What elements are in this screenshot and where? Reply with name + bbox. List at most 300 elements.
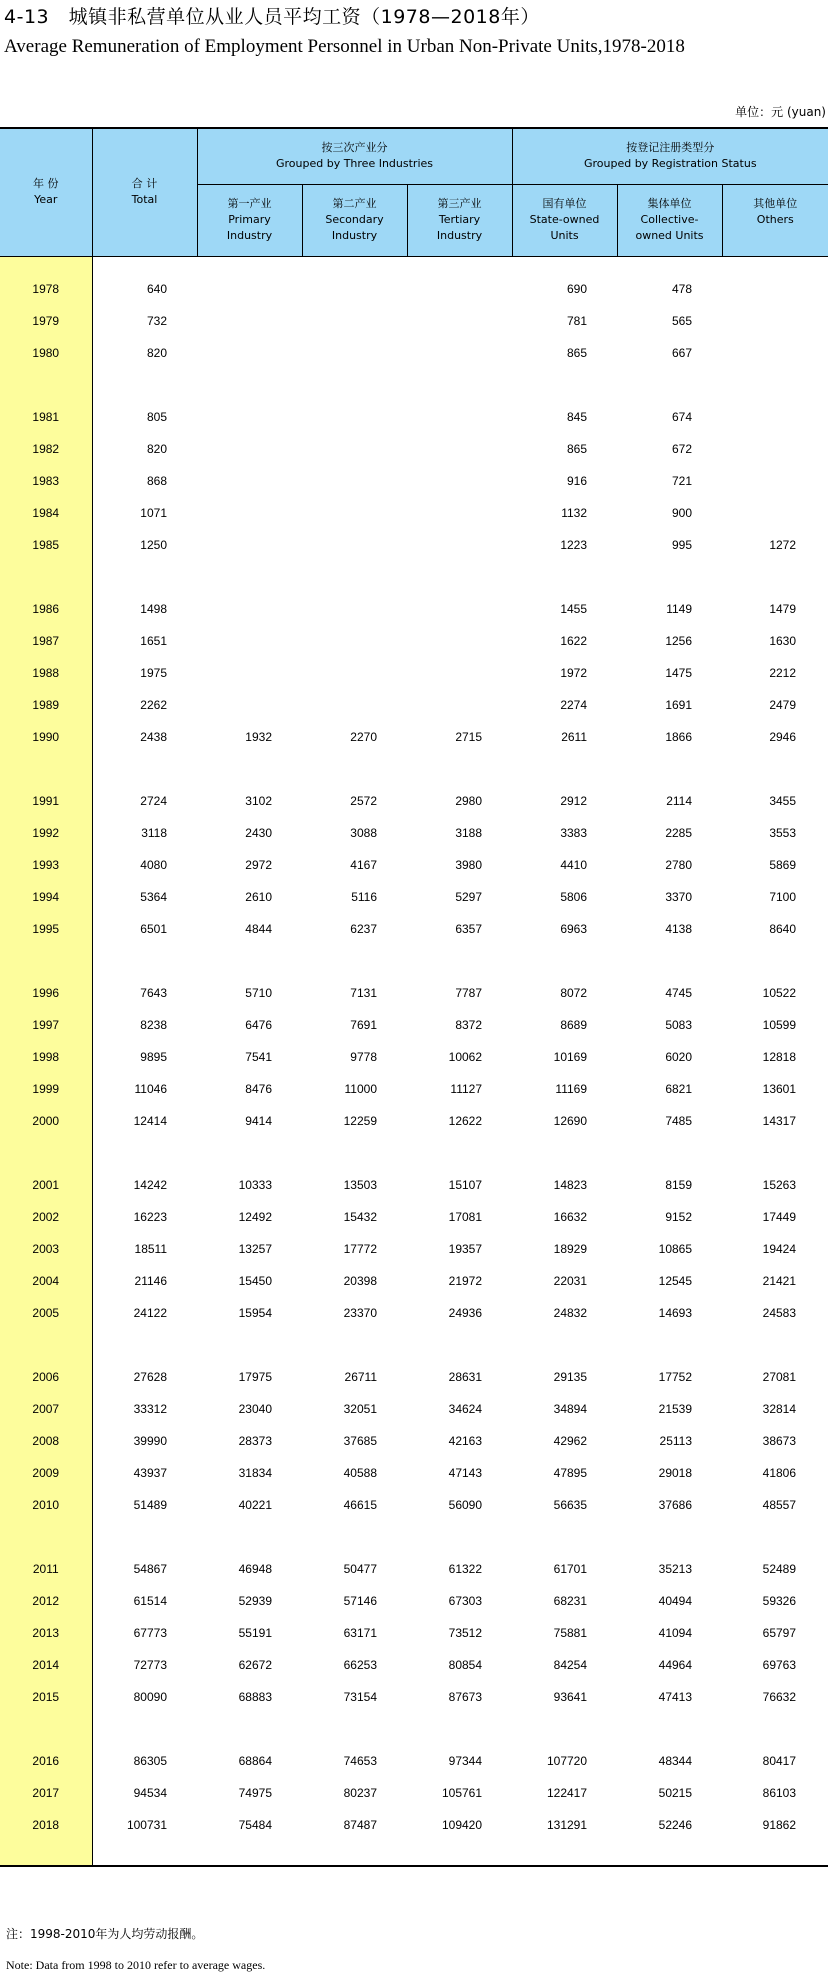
total-cell: 61514: [133, 1593, 167, 1608]
secondary-cell: 2270: [350, 729, 377, 744]
others-cell: [722, 337, 828, 369]
collective-cell: 667: [671, 345, 693, 360]
primary-cell: 2972: [245, 857, 272, 872]
secondary-cell: [302, 305, 407, 337]
others-cell: 10599: [762, 1017, 797, 1032]
state-owned-cell: 47895: [553, 1465, 588, 1480]
state-owned-cell: 1455: [560, 601, 588, 616]
collective-cell: 674: [671, 409, 693, 424]
tertiary-cell: [407, 337, 512, 369]
year-cell: 1986: [0, 593, 92, 625]
secondary-cell: 87487: [343, 1817, 377, 1832]
primary-cell: 17975: [238, 1369, 272, 1384]
table-row: [0, 1425, 828, 1457]
state-header-en1: State-owned: [529, 213, 600, 226]
secondary-cell: 2572: [350, 793, 377, 808]
primary-cell: [197, 337, 302, 369]
spacer-row: [0, 753, 828, 785]
tertiary-cell: [407, 401, 512, 433]
spacer-cell: [407, 945, 512, 977]
secondary-header-cn: 第二产业: [332, 197, 377, 210]
state-owned-cell: 5806: [560, 889, 588, 904]
tertiary-cell: 2715: [455, 729, 483, 744]
state-owned-column-header: [512, 184, 617, 256]
collective-cell: 995: [671, 537, 693, 552]
collective-cell: 1149: [666, 601, 693, 616]
collective-cell: 3370: [665, 889, 693, 904]
total-header-cn: 合 计: [131, 177, 158, 191]
tertiary-cell: 24936: [448, 1305, 483, 1320]
state-owned-cell: 781: [566, 313, 588, 328]
others-cell: [722, 305, 828, 337]
others-cell: 2212: [769, 665, 797, 680]
secondary-cell: [302, 465, 407, 497]
state-owned-cell: 68231: [553, 1593, 588, 1608]
table-row: [0, 657, 828, 689]
tertiary-cell: 73512: [448, 1625, 483, 1640]
secondary-cell: 3088: [350, 825, 377, 840]
tertiary-cell: [407, 433, 512, 465]
collective-cell: 9152: [665, 1209, 693, 1224]
collective-cell: 14693: [658, 1305, 693, 1320]
collective-cell: 4745: [665, 985, 693, 1000]
total-cell: 86305: [133, 1753, 167, 1768]
secondary-cell: 50477: [343, 1561, 377, 1576]
spacer-cell: [617, 1329, 722, 1361]
primary-cell: 23040: [238, 1401, 272, 1416]
collective-cell: 565: [671, 313, 693, 328]
table-row: [0, 1169, 828, 1201]
year-cell: 2010: [0, 1489, 92, 1521]
total-cell: 6501: [140, 921, 167, 936]
spacer-cell: [722, 1329, 828, 1361]
spacer-cell: [512, 369, 617, 401]
total-cell: 16223: [133, 1209, 167, 1224]
total-cell: 51489: [133, 1497, 167, 1512]
others-cell: 59326: [762, 1593, 797, 1608]
spacer-cell: [617, 369, 722, 401]
spacer-cell: [512, 1521, 617, 1553]
table-row: [0, 273, 828, 305]
primary-cell: 2610: [245, 889, 272, 904]
spacer-cell: [617, 256, 722, 273]
year-cell: 1998: [0, 1041, 92, 1073]
table-body: [0, 256, 828, 1866]
tertiary-cell: [407, 273, 512, 305]
secondary-header-en2: Industry: [331, 229, 378, 242]
year-cell: 2009: [0, 1457, 92, 1489]
total-cell: 2262: [140, 697, 167, 712]
secondary-cell: [302, 593, 407, 625]
tertiary-column-header: [407, 184, 512, 256]
state-owned-cell: 16632: [553, 1209, 588, 1224]
state-owned-cell: 12690: [553, 1113, 588, 1128]
collective-cell: 47413: [658, 1689, 693, 1704]
spacer-cell: [197, 945, 302, 977]
primary-cell: 74975: [238, 1785, 272, 1800]
spacer-cell: [92, 945, 197, 977]
collective-cell: 50215: [658, 1785, 693, 1800]
table-row: [0, 817, 828, 849]
total-cell: 54867: [133, 1561, 167, 1576]
year-cell: 1983: [0, 465, 92, 497]
year-cell: 2004: [0, 1265, 92, 1297]
tertiary-cell: 11127: [450, 1081, 483, 1096]
spacer-cell: [302, 945, 407, 977]
state-owned-cell: 29135: [553, 1369, 588, 1384]
total-cell: 21146: [134, 1273, 167, 1288]
spacer-cell: [722, 945, 828, 977]
total-cell: 1651: [140, 633, 167, 648]
collective-cell: 7485: [665, 1113, 693, 1128]
table-row: [0, 1009, 828, 1041]
tertiary-cell: [407, 305, 512, 337]
primary-cell: 52939: [238, 1593, 272, 1608]
footnote-en: Note: Data from 1998 to 2010 refer to average wages.: [6, 1958, 266, 1972]
others-cell: 17449: [762, 1209, 797, 1224]
table-row: [0, 721, 828, 753]
year-cell: 1982: [0, 433, 92, 465]
secondary-header-en1: Secondary: [325, 213, 384, 226]
year-cell: 2014: [0, 1649, 92, 1681]
table-row: [0, 1105, 828, 1137]
primary-cell: 75484: [238, 1817, 272, 1832]
collective-cell: 41094: [658, 1625, 693, 1640]
spacer-cell: [407, 1521, 512, 1553]
spacer-row: [0, 945, 828, 977]
tertiary-cell: 21972: [448, 1273, 483, 1288]
primary-header-cn: 第一产业: [227, 197, 272, 210]
spacer-cell: [197, 369, 302, 401]
year-cell: 2015: [0, 1681, 92, 1713]
primary-cell: 62672: [238, 1657, 272, 1672]
spacer-cell: [197, 1329, 302, 1361]
year-cell: 1978: [0, 273, 92, 305]
others-cell: 41806: [762, 1465, 797, 1480]
primary-cell: [197, 657, 302, 689]
table-row: [0, 625, 828, 657]
total-cell: 24122: [133, 1305, 167, 1320]
spacer-cell: [512, 1713, 617, 1745]
table-row: [0, 497, 828, 529]
table-row: [0, 913, 828, 945]
others-cell: [722, 465, 828, 497]
spacer-year-cell: [0, 1137, 92, 1169]
primary-cell: [197, 497, 302, 529]
others-cell: 1272: [769, 537, 797, 552]
others-cell: [722, 433, 828, 465]
year-cell: 1990: [0, 721, 92, 753]
spacer-cell: [407, 1329, 512, 1361]
state-owned-cell: 22031: [553, 1273, 588, 1288]
spacer-year-cell: [0, 945, 92, 977]
secondary-cell: [302, 337, 407, 369]
page-title-cn: 4-13 城镇非私营单位从业人员平均工资（1978—2018年）: [4, 6, 540, 28]
primary-cell: [197, 593, 302, 625]
secondary-cell: 73154: [343, 1689, 377, 1704]
spacer-cell: [512, 561, 617, 593]
collective-cell: 8159: [665, 1177, 693, 1192]
tertiary-cell: 47143: [448, 1465, 483, 1480]
registration-header-en: Grouped by Registration Status: [583, 157, 757, 171]
page-title-en: Average Remuneration of Employment Personnel in Urban Non-Private Units,1978-2018: [4, 36, 685, 57]
spacer-cell: [617, 1521, 722, 1553]
total-cell: 14242: [133, 1177, 167, 1192]
year-cell: 2007: [0, 1393, 92, 1425]
secondary-cell: 57146: [343, 1593, 377, 1608]
tertiary-cell: 109420: [441, 1817, 483, 1832]
total-cell: 5364: [140, 889, 167, 904]
collective-cell: 672: [671, 441, 693, 456]
others-column-header: [722, 184, 828, 256]
table-row: [0, 1393, 828, 1425]
others-cell: 32814: [762, 1401, 797, 1416]
collective-cell: 5083: [665, 1017, 693, 1032]
year-cell: 1984: [0, 497, 92, 529]
total-cell: 732: [146, 313, 167, 328]
total-cell: 640: [146, 281, 167, 296]
state-header-en2: Units: [550, 229, 579, 242]
state-owned-cell: 18929: [553, 1241, 588, 1256]
tertiary-cell: 56090: [448, 1497, 483, 1512]
unit-label: 单位：元 (yuan): [735, 105, 826, 119]
spacer-cell: [617, 1137, 722, 1169]
spacer-cell: [407, 1841, 512, 1866]
year-cell: 2016: [0, 1745, 92, 1777]
tertiary-cell: 28631: [448, 1369, 483, 1384]
table-row: [0, 1649, 828, 1681]
primary-cell: 55191: [238, 1625, 272, 1640]
collective-cell: 37686: [658, 1497, 693, 1512]
secondary-cell: 40588: [343, 1465, 377, 1480]
table-row: [0, 1041, 828, 1073]
spacer-cell: [722, 1841, 828, 1866]
table-row: [0, 1265, 828, 1297]
table-row: [0, 1233, 828, 1265]
tertiary-cell: 19357: [448, 1241, 483, 1256]
table-row: [0, 1809, 828, 1841]
spacer-cell: [722, 753, 828, 785]
tertiary-cell: 15107: [448, 1177, 483, 1192]
spacer-cell: [302, 753, 407, 785]
spacer-cell: [617, 1713, 722, 1745]
spacer-cell: [407, 1137, 512, 1169]
others-cell: 1630: [769, 633, 797, 648]
state-owned-cell: 845: [566, 409, 588, 424]
collective-header-en1: Collective-: [640, 213, 699, 226]
industries-header-en: Grouped by Three Industries: [275, 157, 434, 171]
collective-cell: 29018: [658, 1465, 693, 1480]
spacer-year-cell: [0, 1713, 92, 1745]
primary-cell: [197, 433, 302, 465]
total-cell: 9895: [140, 1049, 167, 1064]
spacer-cell: [722, 1137, 828, 1169]
total-cell: 27628: [133, 1369, 167, 1384]
total-cell: 868: [146, 473, 167, 488]
spacer-row: [0, 1329, 828, 1361]
tertiary-cell: 34624: [448, 1401, 483, 1416]
year-cell: 1993: [0, 849, 92, 881]
state-owned-cell: 24832: [553, 1305, 588, 1320]
secondary-cell: 32051: [343, 1401, 377, 1416]
others-cell: 7100: [769, 889, 797, 904]
spacer-cell: [407, 256, 512, 273]
state-owned-cell: 10169: [553, 1049, 588, 1064]
year-cell: 1988: [0, 657, 92, 689]
state-owned-cell: 14823: [553, 1177, 588, 1192]
total-cell: 67773: [133, 1625, 167, 1640]
collective-cell: 1256: [665, 633, 693, 648]
tertiary-cell: [407, 625, 512, 657]
year-cell: 1996: [0, 977, 92, 1009]
total-cell: 805: [146, 409, 167, 424]
year-cell: 2002: [0, 1201, 92, 1233]
year-cell: 2013: [0, 1617, 92, 1649]
primary-cell: 40221: [238, 1497, 272, 1512]
total-cell: 2724: [140, 793, 167, 808]
spacer-cell: [512, 1137, 617, 1169]
primary-cell: 6476: [245, 1017, 272, 1032]
secondary-cell: 9778: [350, 1049, 377, 1064]
state-owned-cell: 2611: [561, 729, 588, 744]
state-owned-cell: 4410: [560, 857, 588, 872]
spacer-cell: [407, 369, 512, 401]
tertiary-cell: [407, 465, 512, 497]
spacer-cell: [92, 1713, 197, 1745]
primary-cell: [197, 625, 302, 657]
others-cell: 10522: [762, 985, 797, 1000]
secondary-cell: 23370: [343, 1305, 377, 1320]
primary-cell: [197, 529, 302, 561]
primary-cell: 28373: [238, 1433, 272, 1448]
tertiary-cell: 61322: [448, 1561, 483, 1576]
secondary-cell: 6237: [350, 921, 377, 936]
collective-header-en2: owned Units: [635, 229, 704, 242]
primary-cell: 68883: [238, 1689, 272, 1704]
state-owned-cell: 61701: [553, 1561, 588, 1576]
others-cell: 27081: [762, 1369, 797, 1384]
year-cell: 2018: [0, 1809, 92, 1841]
state-owned-cell: 122417: [546, 1785, 588, 1800]
spacer-cell: [617, 945, 722, 977]
state-owned-cell: 84254: [553, 1657, 588, 1672]
collective-cell: 25113: [659, 1433, 693, 1448]
tertiary-cell: 17081: [448, 1209, 483, 1224]
spacer-cell: [407, 1713, 512, 1745]
secondary-cell: 74653: [343, 1753, 377, 1768]
collective-column-header: [617, 184, 722, 256]
spacer-row: [0, 1521, 828, 1553]
state-owned-cell: 93641: [553, 1689, 588, 1704]
registration-header-cn: 按登记注册类型分: [626, 141, 715, 155]
tertiary-header-en1: Tertiary: [438, 213, 481, 226]
spacer-year-cell: [0, 1521, 92, 1553]
state-owned-cell: 2912: [560, 793, 588, 808]
tertiary-cell: 3188: [455, 825, 483, 840]
table-row: [0, 1681, 828, 1713]
total-cell: 3118: [141, 825, 167, 840]
others-cell: 3455: [769, 793, 797, 808]
table-row: [0, 881, 828, 913]
others-cell: 5869: [769, 857, 797, 872]
state-owned-cell: 131291: [546, 1817, 588, 1832]
spacer-year-cell: [0, 561, 92, 593]
state-owned-cell: 8072: [560, 985, 588, 1000]
table-row: [0, 1777, 828, 1809]
state-owned-cell: 2274: [560, 697, 588, 712]
secondary-cell: 46615: [343, 1497, 377, 1512]
collective-cell: 10865: [658, 1241, 693, 1256]
spacer-cell: [407, 753, 512, 785]
spacer-cell: [92, 561, 197, 593]
spacer-cell: [722, 369, 828, 401]
collective-cell: 21539: [658, 1401, 693, 1416]
secondary-cell: 37685: [343, 1433, 377, 1448]
table-row: [0, 529, 828, 561]
primary-cell: 4844: [245, 921, 272, 936]
spacer-year-cell: [0, 369, 92, 401]
table-row: [0, 977, 828, 1009]
secondary-cell: 5116: [351, 889, 377, 904]
total-cell: 1975: [140, 665, 167, 680]
others-cell: 91862: [762, 1817, 797, 1832]
state-header-cn: 国有单位: [542, 197, 587, 210]
tertiary-cell: 97344: [448, 1753, 483, 1768]
year-cell: 1985: [0, 529, 92, 561]
state-owned-cell: 3383: [560, 825, 588, 840]
table-row: [0, 1361, 828, 1393]
primary-header-en2: Industry: [226, 229, 273, 242]
total-cell: 80090: [133, 1689, 167, 1704]
primary-cell: [197, 465, 302, 497]
collective-cell: 900: [671, 505, 693, 520]
table-row: [0, 689, 828, 721]
primary-cell: 7541: [245, 1049, 272, 1064]
total-cell: 1498: [140, 601, 167, 616]
secondary-cell: 12259: [343, 1113, 377, 1128]
table-row: [0, 1489, 828, 1521]
secondary-cell: 4167: [350, 857, 377, 872]
others-cell: 69763: [762, 1657, 797, 1672]
total-cell: 94534: [133, 1785, 167, 1800]
collective-cell: 17752: [658, 1369, 693, 1384]
secondary-cell: [302, 401, 407, 433]
spacer-cell: [407, 561, 512, 593]
state-owned-cell: 1132: [561, 505, 588, 520]
state-owned-cell: 42962: [553, 1433, 588, 1448]
spacer-cell: [302, 1841, 407, 1866]
total-cell: 4080: [140, 857, 167, 872]
spacer-cell: [722, 1521, 828, 1553]
spacer-cell: [722, 256, 828, 273]
year-column-header: [0, 128, 92, 256]
collective-cell: 6020: [665, 1049, 693, 1064]
table-row: [0, 785, 828, 817]
state-owned-cell: 1972: [560, 665, 588, 680]
secondary-cell: [302, 657, 407, 689]
table-row: [0, 1553, 828, 1585]
others-cell: 3553: [769, 825, 797, 840]
secondary-cell: 7691: [350, 1017, 377, 1032]
spacer-row: [0, 561, 828, 593]
tertiary-header-cn: 第三产业: [437, 197, 482, 210]
table-row: [0, 337, 828, 369]
others-cell: [722, 497, 828, 529]
spacer-cell: [92, 369, 197, 401]
primary-cell: 9414: [245, 1113, 272, 1128]
primary-cell: 13257: [238, 1241, 272, 1256]
table-row: [0, 1585, 828, 1617]
